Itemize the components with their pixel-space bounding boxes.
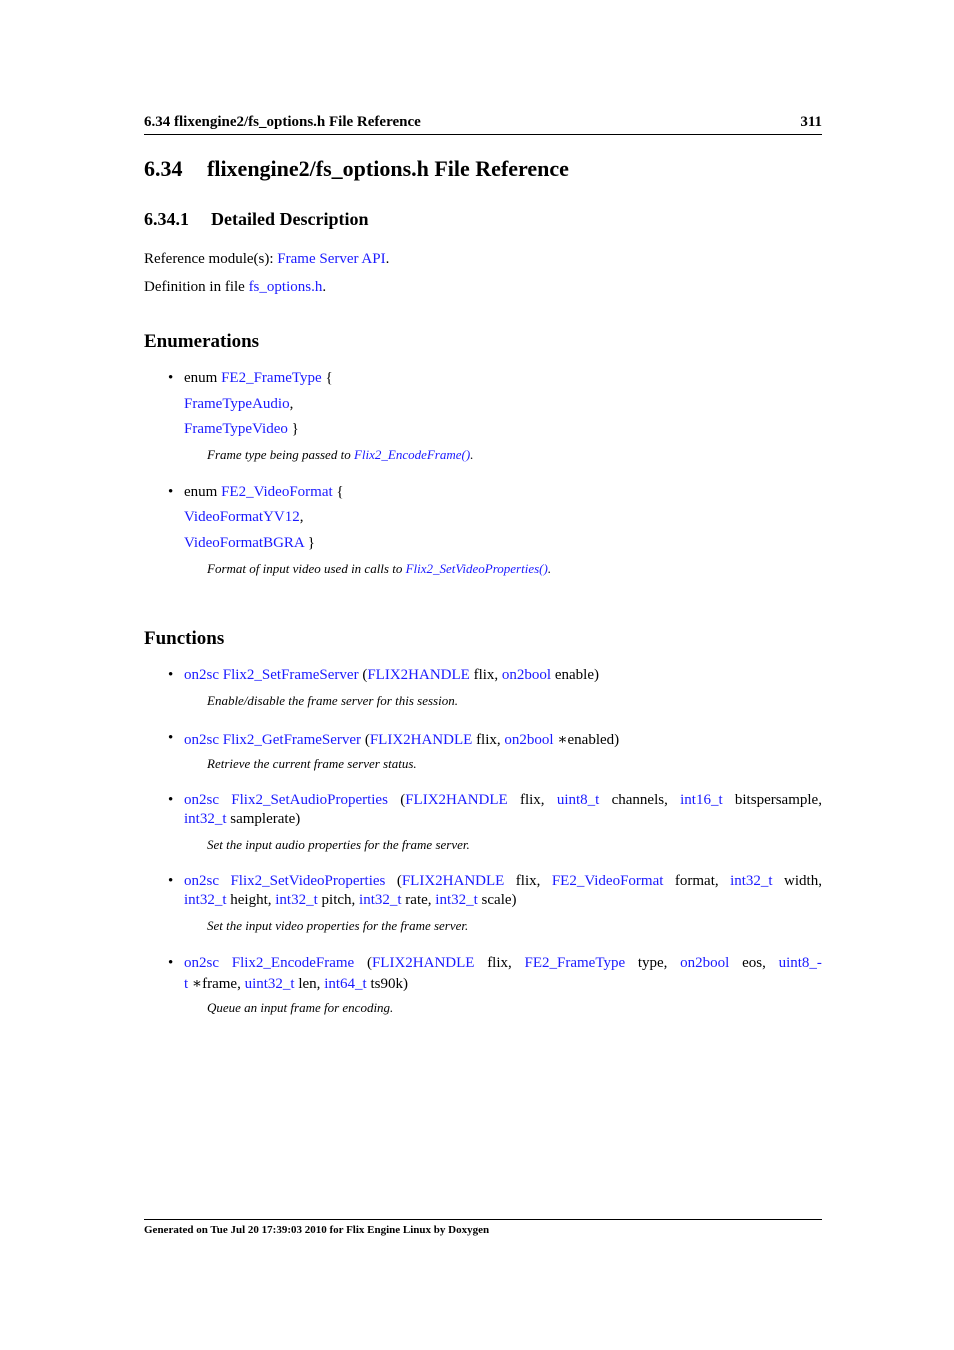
bool-type-link[interactable]: on2bool	[680, 955, 730, 971]
function-brief: Retrieve the current frame server status.	[207, 756, 417, 771]
int32-type-link[interactable]: int32_t	[184, 892, 227, 908]
handle-type-link[interactable]: FLIX2HANDLE	[367, 667, 470, 683]
handle-param: (FLIX2HANDLE	[366, 955, 475, 971]
function-name-link[interactable]: Flix2_EncodeFrame	[231, 955, 355, 971]
footer-rule	[144, 1219, 822, 1220]
int32-type-link[interactable]: int32_t	[730, 873, 773, 889]
param-text: width,	[784, 873, 822, 889]
param-text: ts90k)	[370, 976, 408, 992]
function-brief: Set the input video properties for the frame server.	[207, 918, 469, 933]
bullet: •	[168, 370, 174, 386]
punct: .	[385, 251, 390, 267]
return-type-link[interactable]: on2sc	[184, 792, 219, 808]
handle-param: (FLIX2HANDLE	[400, 792, 508, 808]
enum-value-frametypeaudio-link[interactable]: FrameTypeAudio	[184, 396, 290, 412]
handle-type-link[interactable]: FLIX2HANDLE	[405, 792, 508, 808]
function-signature-cont	[184, 892, 517, 909]
handle-param: (FLIX2HANDLE	[396, 873, 505, 889]
param-text: ∗frame,	[191, 976, 241, 992]
int32-type-link[interactable]: int32_t	[435, 892, 478, 908]
enum-keyword: enum	[184, 484, 218, 500]
param-text: format,	[674, 873, 719, 889]
param-text: samplerate)	[230, 811, 301, 827]
function-name-link[interactable]: Flix2_GetFrameServer	[222, 732, 362, 748]
running-header	[144, 112, 822, 135]
enum-brief	[207, 447, 473, 463]
brace: {	[325, 370, 333, 386]
subsection-number: 6.34.1	[144, 209, 189, 229]
bullet: •	[168, 955, 174, 971]
return-type-link[interactable]: on2sc	[184, 667, 219, 683]
enum-fe2-frametype-link[interactable]: FE2_FrameType	[221, 370, 322, 386]
function-brief: Enable/disable the frame server for this session.	[207, 693, 458, 708]
enum-brief	[207, 561, 551, 577]
brace: }	[291, 421, 299, 437]
flix2-setvideoproperties-link[interactable]: Flix2_SetVideoProperties()	[405, 561, 548, 576]
uint8-type-link[interactable]: uint8_-	[778, 955, 822, 971]
enum-declaration	[184, 484, 344, 501]
return-type-link[interactable]: on2sc	[184, 955, 219, 971]
enum-value-videoformatbgra-link[interactable]: VideoFormatBGRA	[184, 535, 304, 551]
punct: .	[322, 279, 327, 295]
page-number: 311	[800, 114, 822, 130]
reference-module-line	[144, 251, 389, 268]
subsection-title: Detailed Description	[211, 209, 369, 229]
enumerations-heading: Enumerations	[144, 331, 260, 352]
param-text: ∗enabled)	[557, 732, 620, 748]
enum-declaration	[184, 370, 333, 387]
bool-type-link[interactable]: on2bool	[501, 667, 552, 683]
punct: ,	[299, 509, 304, 525]
bullet: •	[168, 792, 174, 808]
function-signature	[184, 873, 822, 890]
function-signature	[184, 792, 822, 809]
param-text: rate,	[405, 892, 432, 908]
flix2-encodeframe-link[interactable]: Flix2_EncodeFrame()	[353, 447, 471, 462]
param-text: scale)	[481, 892, 517, 908]
section-title: flixengine2/fs_options.h File Reference	[207, 156, 569, 181]
fe2-videoformat-type-link[interactable]: FE2_VideoFormat	[551, 873, 664, 889]
param-text: bitspersample,	[734, 792, 822, 808]
punct: ,	[289, 396, 294, 412]
int32-type-link[interactable]: int32_t	[184, 811, 227, 827]
param-text: pitch,	[321, 892, 356, 908]
fe2-frametype-type-link[interactable]: FE2_FrameType	[524, 955, 626, 971]
int32-type-link[interactable]: int32_t	[275, 892, 318, 908]
brace: {	[336, 484, 344, 500]
enum-keyword: enum	[184, 370, 218, 386]
functions-heading: Functions	[144, 628, 225, 649]
page-footer: Generated on Tue Jul 20 17:39:03 2010 for Flix Engine Linux by Doxygen	[144, 1224, 490, 1236]
param-text: channels,	[611, 792, 668, 808]
param-text: type,	[637, 955, 668, 971]
param-text: height,	[230, 892, 272, 908]
function-signature-cont	[184, 811, 300, 828]
definition-line	[144, 279, 326, 296]
int32-type-link[interactable]: int32_t	[359, 892, 402, 908]
function-name-link[interactable]: Flix2_SetVideoProperties	[230, 873, 386, 889]
enum-fe2-videoformat-link[interactable]: FE2_VideoFormat	[221, 484, 333, 500]
uint8-type-link[interactable]: uint8_t	[556, 792, 600, 808]
punct: .	[547, 561, 552, 576]
paren: (	[362, 667, 368, 683]
function-name-link[interactable]: Flix2_SetFrameServer	[222, 667, 359, 683]
enum-value-line	[184, 509, 304, 526]
enum-value-videoformatyv12-link[interactable]: VideoFormatYV12	[184, 509, 300, 525]
enum-value-line	[184, 421, 299, 438]
page-title	[144, 156, 569, 182]
enum-value-line	[184, 535, 315, 552]
param-text: flix,	[476, 732, 501, 748]
function-brief: Set the input audio properties for the frame server.	[207, 837, 470, 852]
uint8-type-link-cont[interactable]: t	[184, 976, 189, 992]
return-type-link[interactable]: on2sc	[184, 732, 219, 748]
handle-type-link[interactable]: FLIX2HANDLE	[401, 873, 505, 889]
brief-text: Format of input video used in calls to	[207, 561, 406, 576]
paren: (	[364, 732, 370, 748]
int64-type-link[interactable]: int64_t	[324, 976, 367, 992]
handle-type-link[interactable]: FLIX2HANDLE	[369, 732, 473, 748]
running-header-title: 6.34 flixengine2/fs_options.h File Reference	[144, 114, 421, 130]
section-number: 6.34	[144, 156, 183, 181]
enum-value-frametypevideo-link[interactable]: FrameTypeVideo	[184, 421, 288, 437]
function-signature	[184, 730, 619, 749]
function-signature-cont	[184, 974, 408, 993]
uint32-type-link[interactable]: uint32_t	[244, 976, 295, 992]
param-text: flix,	[473, 667, 499, 683]
bool-type-link[interactable]: on2bool	[504, 732, 554, 748]
brief-text: Frame type being passed to	[207, 447, 354, 462]
function-name-link[interactable]: Flix2_SetAudioProperties	[231, 792, 388, 808]
function-brief: Queue an input frame for encoding.	[207, 1000, 394, 1015]
param-text: len,	[298, 976, 321, 992]
definition-label: Definition in file	[144, 279, 249, 295]
function-signature	[184, 667, 599, 684]
punct: .	[470, 447, 474, 462]
fs-options-file-link[interactable]: fs_options.h	[248, 279, 323, 295]
param-text: eos,	[742, 955, 766, 971]
frame-server-api-link[interactable]: Frame Server API	[277, 251, 386, 267]
bullet: •	[168, 484, 174, 500]
param-text: enable)	[554, 667, 599, 683]
handle-type-link[interactable]: FLIX2HANDLE	[371, 955, 475, 971]
param-text: flix,	[515, 873, 541, 889]
subsection-heading	[144, 209, 368, 230]
param-text: flix,	[519, 792, 545, 808]
function-signature	[184, 955, 822, 972]
param-text: flix,	[487, 955, 512, 971]
enum-value-line	[184, 396, 293, 413]
reference-module-label: Reference module(s):	[144, 251, 278, 267]
int16-type-link[interactable]: int16_t	[680, 792, 723, 808]
bullet: •	[168, 730, 174, 746]
brace: }	[307, 535, 315, 551]
bullet: •	[168, 667, 174, 683]
return-type-link[interactable]: on2sc	[184, 873, 219, 889]
bullet: •	[168, 873, 174, 889]
